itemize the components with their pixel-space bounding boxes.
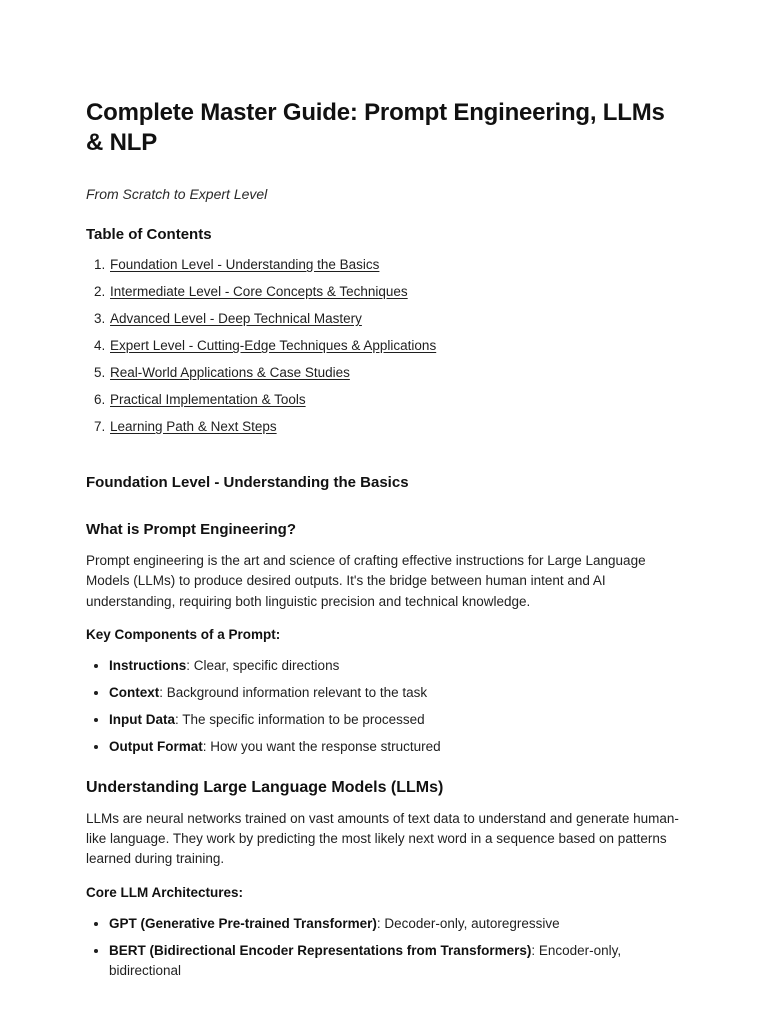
list-item-desc: : The specific information to be processed bbox=[175, 711, 425, 727]
toc-item bbox=[109, 337, 682, 355]
toc-link-advanced[interactable]: Advanced Level - Deep Technical Mastery bbox=[110, 311, 362, 326]
list-item-desc: : Background information relevant to the task bbox=[159, 684, 428, 700]
toc-link-applications[interactable]: Real-World Applications & Case Studies bbox=[110, 365, 350, 380]
toc-link-implementation[interactable]: Practical Implementation & Tools bbox=[110, 392, 306, 407]
table-of-contents bbox=[86, 256, 682, 436]
page-title: Complete Master Guide: Prompt Engineering, LLMs & NLP bbox=[86, 99, 665, 156]
list-item-term: Output Format bbox=[109, 738, 203, 754]
page-subtitle: From Scratch to Expert Level bbox=[86, 186, 268, 202]
toc-link-foundation[interactable]: Foundation Level - Understanding the Basics bbox=[110, 257, 380, 272]
toc-link-expert[interactable]: Expert Level - Cutting-Edge Techniques & Applications bbox=[110, 338, 437, 353]
toc-item bbox=[109, 364, 682, 382]
list-item bbox=[109, 941, 682, 981]
list-item-desc: : Decoder-only, autoregressive bbox=[376, 915, 560, 931]
toc-heading: Table of Contents bbox=[86, 226, 212, 243]
list-item bbox=[109, 683, 682, 703]
toc-item bbox=[109, 256, 682, 274]
toc-item bbox=[109, 391, 682, 409]
paragraph-llms: LLMs are neural networks trained on vast amounts of text data to understand and generate human-like language. They work by predicting the most likely next word in a sequence based on patterns learned during training. bbox=[86, 810, 679, 867]
list-item-term: BERT (Bidirectional Encoder Representations from Transformers) bbox=[109, 942, 532, 958]
subsection-heading-prompt-engineering: What is Prompt Engineering? bbox=[86, 521, 297, 538]
list-item-term: Instructions bbox=[109, 657, 187, 673]
list-item-desc: : Clear, specific directions bbox=[186, 657, 340, 673]
list-item-term: Context bbox=[109, 684, 160, 700]
label-core-architectures: Core LLM Architectures: bbox=[86, 884, 244, 900]
list-key-components bbox=[86, 656, 682, 757]
toc-item bbox=[109, 310, 682, 328]
list-item-term: GPT (Generative Pre-trained Transformer) bbox=[109, 915, 377, 931]
list-core-architectures bbox=[86, 914, 682, 981]
list-item-desc: : How you want the response structured bbox=[202, 738, 441, 754]
list-item bbox=[109, 914, 682, 934]
section-heading-foundation: Foundation Level - Understanding the Basics bbox=[86, 474, 409, 491]
list-item bbox=[109, 656, 682, 676]
paragraph-prompt-engineering: Prompt engineering is the art and science of crafting effective instructions for Large Language Models (LLMs) to produce desired outputs. It's the bridge between human intent and AI understanding, requiring both linguistic precision and technical knowledge. bbox=[86, 553, 646, 609]
list-item bbox=[109, 710, 682, 730]
subsection-heading-llms: Understanding Large Language Models (LLMs) bbox=[86, 778, 444, 796]
toc-link-learning-path[interactable]: Learning Path & Next Steps bbox=[110, 419, 277, 434]
list-item-desc: : Encoder-only, bidirectional bbox=[109, 942, 622, 978]
label-key-components: Key Components of a Prompt: bbox=[86, 626, 281, 642]
toc-link-intermediate[interactable]: Intermediate Level - Core Concepts & Techniques bbox=[110, 284, 408, 299]
list-item-term: Input Data bbox=[109, 711, 175, 727]
list-item bbox=[109, 737, 682, 757]
toc-item bbox=[109, 418, 682, 436]
toc-item bbox=[109, 283, 682, 301]
